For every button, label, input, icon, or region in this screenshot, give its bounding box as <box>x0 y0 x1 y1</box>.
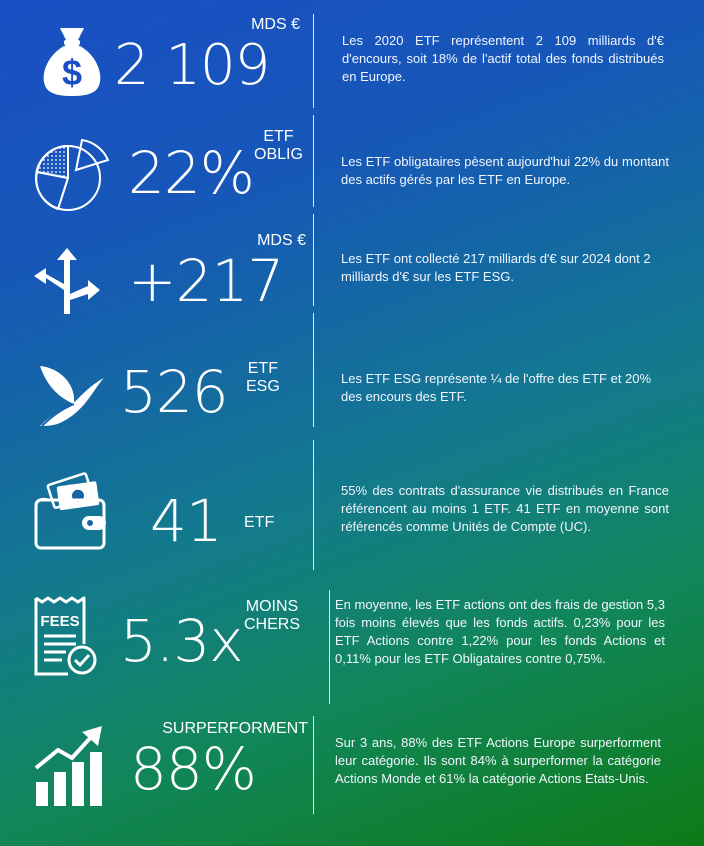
stat-value-fees: 5.3x <box>120 607 243 675</box>
stat-unit-esg: ETF ESG <box>246 360 280 395</box>
stat-value-life-insurance: 41 <box>150 487 222 555</box>
stat-value-outperform: 88% <box>130 735 256 803</box>
pie-chart-icon <box>30 134 114 214</box>
wallet-icon <box>32 470 112 554</box>
divider-line-6 <box>329 590 330 704</box>
stat-desc-bond-share: Les ETF obligataires pèsent aujourd'hui 22% du montant des actifs gérés par les ETF en Europe. <box>341 154 669 187</box>
stat-desc-fees: En moyenne, les ETF actions ont des frais de gestion 5,3 fois moins élevés que les fonds actifs. 0,23% pour les ETF Actions contre 1,22% pour les fonds Actions et 0,11% pour les ETF Obligataires contre 0,75%. <box>335 597 665 666</box>
stat-value-bond-share: 22% <box>128 139 254 207</box>
stat-unit-outperform: SURPERFORMENT <box>162 720 308 737</box>
stat-desc-outperform: Sur 3 ans, 88% des ETF Actions Europe surperforment leur catégorie. Ils sont 84% à surperformer la catégorie Actions Monde et 61% la catégorie Actions Etats-Unis. <box>335 735 661 786</box>
growth-chart-icon <box>32 724 108 808</box>
stat-desc-inflows: Les ETF ont collecté 217 milliards d'€ sur 2024 dont 2 milliards d'€ sur les ETF ESG. <box>341 251 651 284</box>
stat-value-inflows: +217 <box>128 247 284 315</box>
stat-unit-aum: MDS € <box>251 16 300 33</box>
stat-unit-fees: MOINS CHERS <box>244 598 301 633</box>
leaf-icon <box>34 360 106 430</box>
stat-unit-bond-share: ETF OBLIG <box>254 128 303 163</box>
divider-line-3 <box>313 214 314 306</box>
svg-text:$: $ <box>61 52 83 93</box>
svg-text:FEES: FEES <box>40 613 80 630</box>
stat-desc-aum: Les 2020 ETF représentent 2 109 milliards d'€ d'encours, soit 18% de l'actif total des fonds distribués en Europe. <box>342 33 664 84</box>
stat-desc-esg: Les ETF ESG représente ¼ de l'offre des ETF et 20% des encours des ETF. <box>341 371 652 404</box>
stat-value-aum: 2 109 <box>114 33 270 98</box>
fees-receipt-icon <box>30 594 100 678</box>
divider-line-7 <box>313 716 314 814</box>
stat-unit-inflows: MDS € <box>257 232 306 249</box>
divider-line-1 <box>313 14 314 108</box>
money-bag-icon <box>40 22 104 98</box>
direction-arrows-icon <box>32 244 102 316</box>
divider-line-2 <box>313 115 314 207</box>
divider-line-5 <box>313 440 314 570</box>
stat-unit-life-insurance: ETF <box>244 514 275 531</box>
divider-line-4 <box>313 313 314 427</box>
stat-desc-life-insurance: 55% des contrats d'assurance vie distribués en France référencent au moins 1 ETF. 41 ETF en moyenne sont référencés comme Unités de Compte (UC). <box>341 483 669 534</box>
stat-value-esg: 526 <box>120 358 228 426</box>
